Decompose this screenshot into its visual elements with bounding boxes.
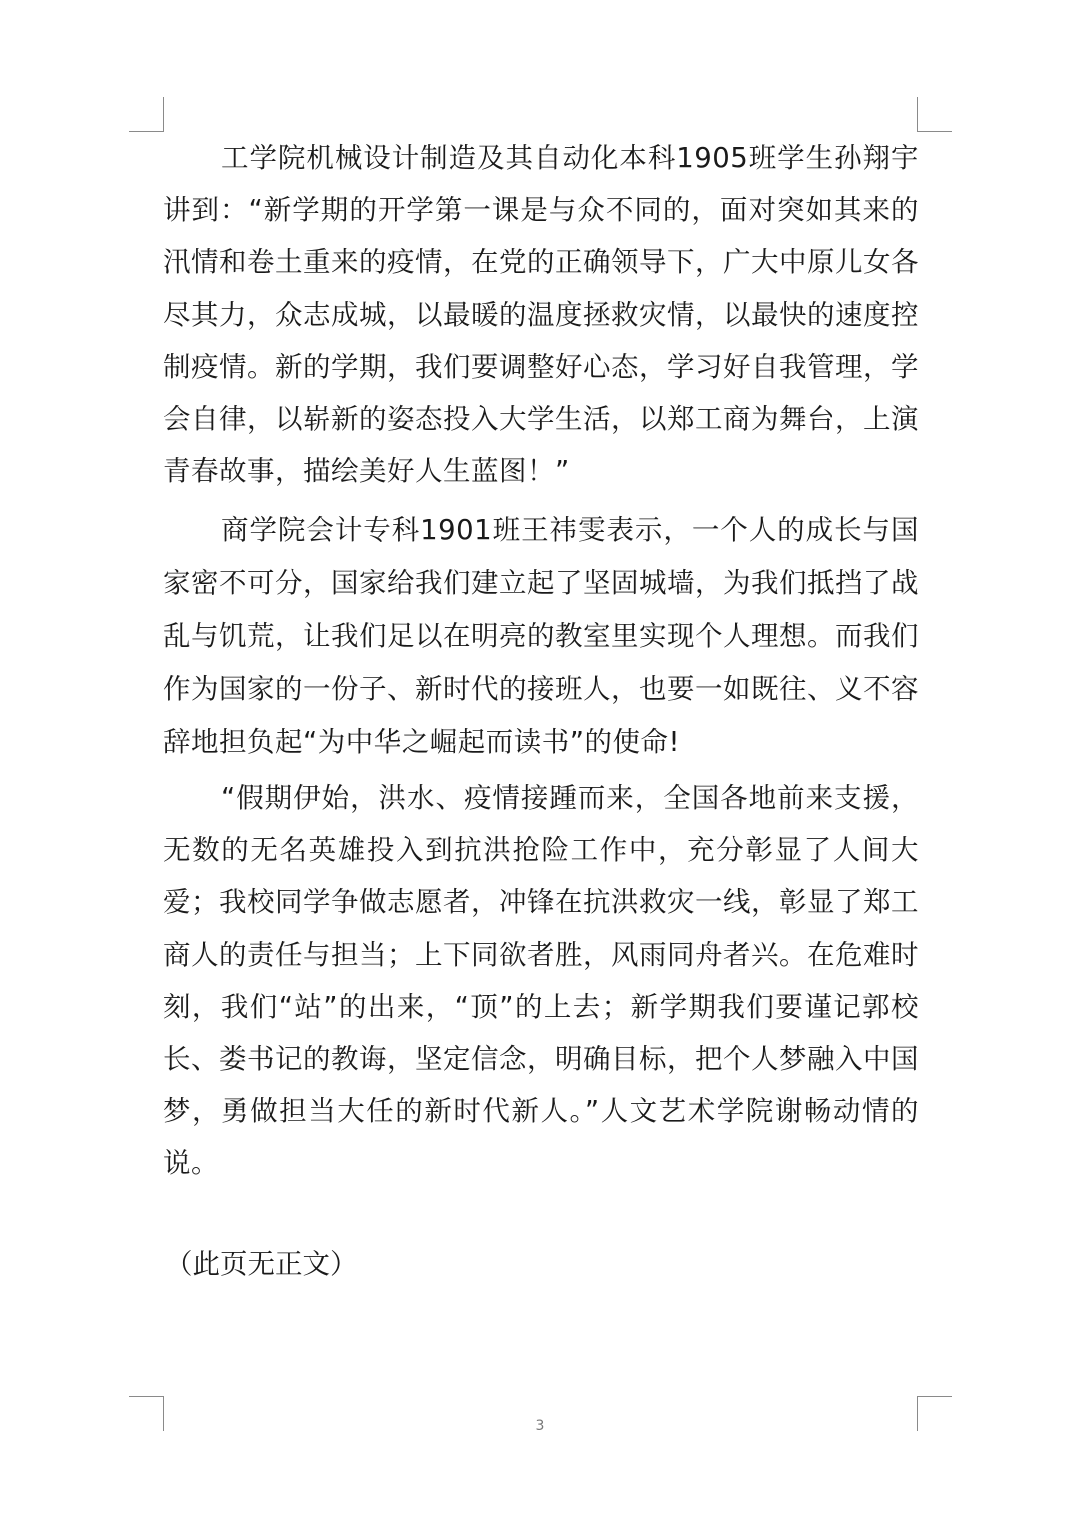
crop-mark-top-left bbox=[129, 97, 164, 132]
no-body-text-note: （此页无正文） bbox=[165, 1248, 358, 1280]
paragraph-xie-chang: “假期伊始，洪水、疫情接踵而来，全国各地前来支援，无数的无名英雄投入到抗洪抢险工作中，充分彰显了人间大爱；我校同学争做志愿者，冲锋在抗洪救灾一线，彰显了郑工商人的责任与担当；上下同欲者胜，风雨同舟者兴。在危难时刻，我们“站”的出来，“顶”的上去；新学期我们要谨记郭校长、娄书记的教诲，坚定信念，明确目标，把个人梦融入中国梦，勇做担当大任的新时代新人。”人文艺术学院谢畅动情的说。 bbox=[163, 782, 919, 1180]
paragraph-wang-yiwen: 商学院会计专科1901班王祎雯表示，一个人的成长与国家密不可分，国家给我们建立起了坚固城墙，为我们抵挡了战乱与饥荒，让我们足以在明亮的教室里实现个人理想。而我们作为国家的一份子、新时代的接班人，也要一如既往、义不容辞地担负起“为中华之崛起而读书”的使命! bbox=[163, 514, 919, 758]
crop-mark-top-right bbox=[917, 97, 952, 132]
page-number: 3 bbox=[535, 1418, 545, 1434]
paragraph-sun-xiangyu: 工学院机械设计制造及其自动化本科1905班学生孙翔宇讲到：“新学期的开学第一课是与众不同的，面对突如其来的汛情和卷土重来的疫情，在党的正确领导下，广大中原儿女各尽其力，众志成城，以最暖的温度拯救灾情，以最快的速度控制疫情。新的学期，我们要调整好心态，学习好自我管理，学会自律，以崭新的姿态投入大学生活，以郑工商为舞台，上演青春故事，描绘美好人生蓝图！” bbox=[163, 142, 919, 488]
